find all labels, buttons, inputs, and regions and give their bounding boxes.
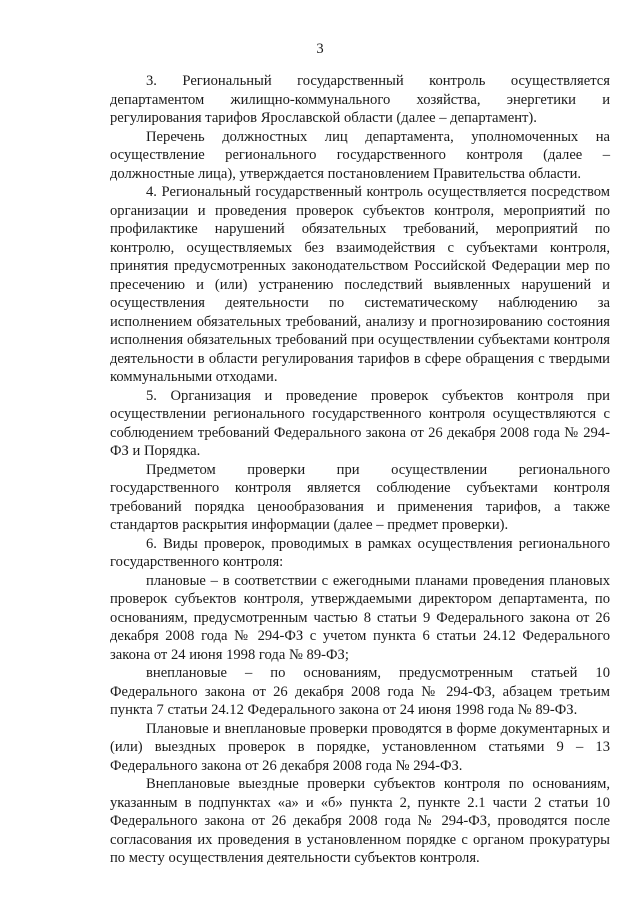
page-number: 3	[316, 41, 324, 57]
paragraph-3: 3. Региональный государственный контроль осуществляется департаментом жилищно-коммунального хозяйства, энергетики и регулирования тарифов Ярославской области (далее – департамент).	[110, 73, 610, 126]
paragraph-planned: плановые – в соответствии с ежегодными планами проведения плановых проверок субъектов контроля, утверждаемыми директором департамента, по основаниям, предусмотренным частью 8 статьи 9 Федерального закона от 26 декабря 2008 года № 294-ФЗ с учетом пункта 6 статьи 24.12 Федерального закона от 24 июня 1998 года № 89-ФЗ;	[110, 572, 610, 663]
paragraph-inspection-forms: Плановые и внеплановые проверки проводятся в форме документарных и (или) выездных проверок в порядке, установленном статьями 9 – 13 Федерального закона от 26 декабря 2008 года № 294-ФЗ.	[110, 720, 610, 774]
paragraph-unplanned: внеплановые – по основаниям, предусмотренным статьей 10 Федерального закона от 26 декабря 2008 года № 294-ФЗ, абзацем третьим пункта 7 статьи 24.12 Федерального закона от 24 июня 1998 года № 89-ФЗ.	[110, 665, 610, 718]
paragraph-6: 6. Виды проверок, проводимых в рамках осуществления регионального государственного контроля:	[110, 535, 610, 570]
paragraph-inspection-subject: Предметом проверки при осуществлении регионального государственного контроля является соблюдение субъектами контроля требований порядка ценообразования и применения тарифов, а также стандартов раскрытия информации (далее – предмет проверки).	[110, 461, 610, 533]
paragraph-unplanned-onsite: Внеплановые выездные проверки субъектов контроля по основаниям, указанным в подпунктах «а» и «б» пункта 2, пункте 2.1 части 2 статьи 10 Федерального закона от 26 декабря 2008 года № 294-ФЗ, проводятся после согласования их проведения в установленном порядке с органом прокуратуры по месту осуществления деятельности субъектов контроля.	[110, 776, 610, 866]
paragraph-4: 4. Региональный государственный контроль осуществляется посредством организации и проведения проверок субъектов контроля, мероприятий по профилактике нарушений обязательных требований, мероприятий по контролю, осуществляемых без взаимодействия с субъектами контроля, принятия предусмотренных законодательством Российской Федерации мер по пресечению и (или) устранению последствий выявленных нарушений и осуществления деятельности по систематическому наблюдению за исполнением обязательных требований, анализу и прогнозированию состояния исполнения обязательных требований при осуществлении субъектами контроля деятельности в области регулирования тарифов в сфере обращения с твердыми коммунальными отходами.	[110, 184, 610, 385]
paragraph-officials-list: Перечень должностных лиц департамента, уполномоченных на осуществление регионального государственного контроля (далее – должностные лица), утверждается постановлением Правительства области.	[110, 128, 610, 182]
paragraph-5: 5. Организация и проведение проверок субъектов контроля при осуществлении регионального государственного контроля осуществляются с соблюдением требований Федерального закона от 26 декабря 2008 года № 294-ФЗ и Порядка.	[110, 387, 610, 459]
document-body	[110, 72, 610, 868]
